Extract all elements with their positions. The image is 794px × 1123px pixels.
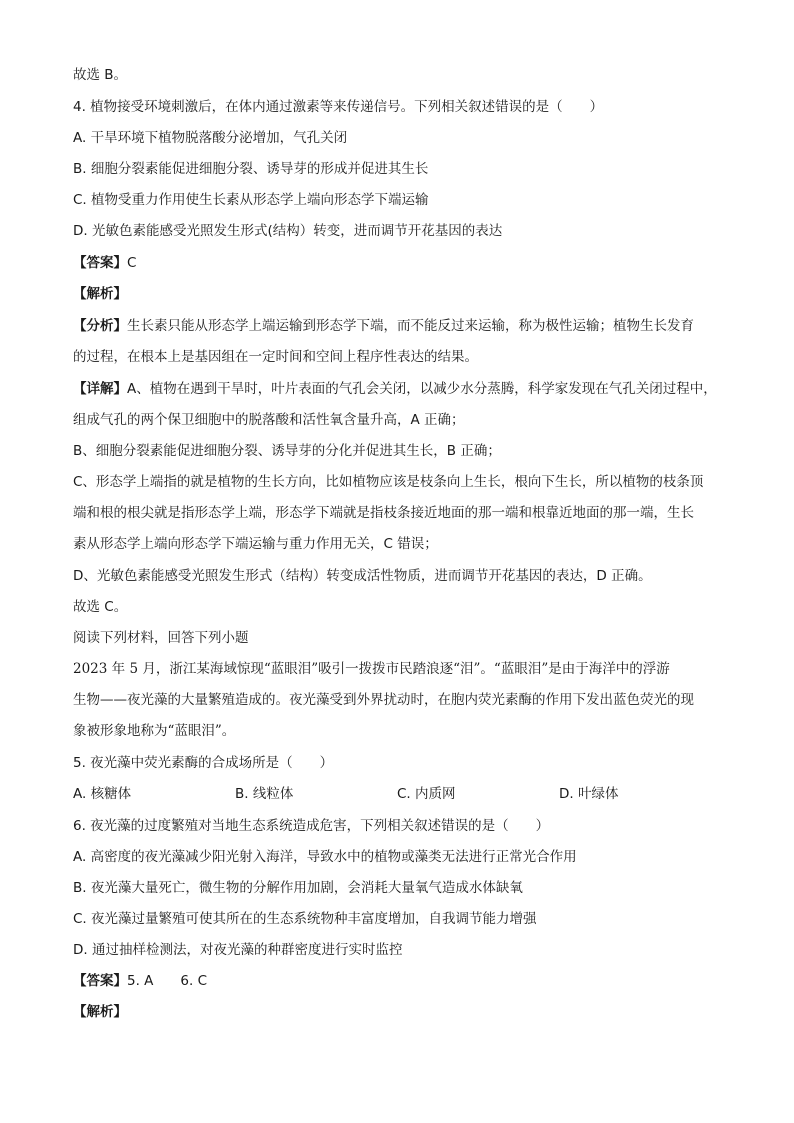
- answer-value: C: [127, 255, 137, 271]
- q56-jiexi-tag: 【解析】: [73, 1004, 127, 1020]
- material-intro: 阅读下列材料，回答下列小题: [73, 630, 249, 646]
- fenxi-text-1: 生长素只能从形态学上端运输到形态学下端，而不能反过来运输，称为极性运输；植物生长发育: [127, 318, 694, 334]
- answer-tag: 【答案】: [73, 255, 127, 271]
- q6-option-c: C. 夜光藻过量繁殖可使其所在的生态系统物种丰富度增加，自我调节能力增强: [73, 911, 537, 927]
- xiangjie-line-2: 组成气孔的两个保卫细胞中的脱落酸和活性氧含量升高，A 正确；: [73, 412, 465, 428]
- xiangjie-conclusion: 故选 C。: [73, 599, 128, 615]
- q4-option-c: C. 植物受重力作用使生长素从形态学上端向形态学下端运输: [73, 192, 429, 208]
- q4-stem: 4. 植物接受环境刺激后，在体内通过激素等来传递信号。下列相关叙述错误的是（ ）: [73, 99, 604, 115]
- q6-option-b: B. 夜光藻大量死亡，微生物的分解作用加剧，会消耗大量氧气造成水体缺氧: [73, 880, 523, 896]
- q4-answer: [73, 253, 723, 273]
- fenxi-line-1: [73, 316, 723, 336]
- q5-option-b: B. 线粒体: [235, 786, 294, 802]
- xiangjie-line-7: D、光敏色素能感受光照发生形式（结构）转变成活性物质，进而调节开花基因的表达，D 正确。: [73, 568, 652, 584]
- xiangjie-line-4: C、形态学上端指的就是植物的生长方向，比如植物应该是枝条向上生长，根向下生长，所以植物的枝条顶: [73, 474, 704, 490]
- xiangjie-line-1: [73, 379, 723, 399]
- q5-option-d: D. 叶绿体: [559, 786, 619, 802]
- q6-stem: 6. 夜光藻的过度繁殖对当地生态系统造成危害，下列相关叙述错误的是（ ）: [73, 818, 550, 834]
- q56-answer: [73, 971, 723, 991]
- material-line-2: 生物——夜光藻的大量繁殖造成的。夜光藻受到外界扰动时，在胞内荧光素酶的作用下发出蓝色荧光的现: [73, 692, 694, 708]
- xiangjie-text-1: A、植物在遇到干旱时，叶片表面的气孔会关闭，以减少水分蒸腾，科学家发现在气孔关闭过程中，: [127, 381, 717, 397]
- q5-stem: 5. 夜光藻中荧光素酶的合成场所是（ ）: [73, 755, 334, 771]
- material-line-3: 象被形象地称为“蓝眼泪”。: [73, 723, 236, 739]
- q4-option-a: A. 干旱环境下植物脱落酸分泌增加，气孔关闭: [73, 130, 348, 146]
- xiangjie-tag: 【详解】: [73, 381, 127, 397]
- q4-jiexi-tag: 【解析】: [73, 286, 127, 302]
- q4-option-b: B. 细胞分裂素能促进细胞分裂、诱导芽的形成并促进其生长: [73, 161, 429, 177]
- xiangjie-line-3: B、细胞分裂素能促进细胞分裂、诱导芽的分化并促进其生长，B 正确；: [73, 443, 501, 459]
- xiangjie-line-6: 素从形态学上端向形态学下端运输与重力作用无关，C 错误；: [73, 536, 438, 552]
- q5-option-a: A. 核糖体: [73, 786, 132, 802]
- q4-option-d: D. 光敏色素能感受光照发生形式(结构）转变，进而调节开花基因的表达: [73, 223, 503, 239]
- conclusion-q3: 故选 B。: [73, 67, 128, 83]
- q6-option-a: A. 高密度的夜光藻减少阳光射入海洋，导致水中的植物或藻类无法进行正常光合作用: [73, 849, 577, 865]
- q5-option-c: C. 内质网: [397, 786, 456, 802]
- fenxi-line-2: 的过程，在根本上是基因组在一定时间和空间上程序性表达的结果。: [73, 349, 478, 365]
- answer-value: 5. A 6. C: [127, 973, 208, 989]
- q6-option-d: D. 通过抽样检测法，对夜光藻的种群密度进行实时监控: [73, 942, 403, 958]
- material-line-1: 2023 年 5 月，浙江某海域惊现“蓝眼泪”吸引一拨拨市民踏浪逐“泪”。“蓝眼泪”是由于海洋中的浮游: [73, 661, 670, 677]
- xiangjie-line-5: 端和根的根尖就是指形态学上端，形态学下端就是指枝条接近地面的那一端和根靠近地面的那一端，生长: [73, 505, 694, 521]
- fenxi-tag: 【分析】: [73, 318, 127, 334]
- answer-tag: 【答案】: [73, 973, 127, 989]
